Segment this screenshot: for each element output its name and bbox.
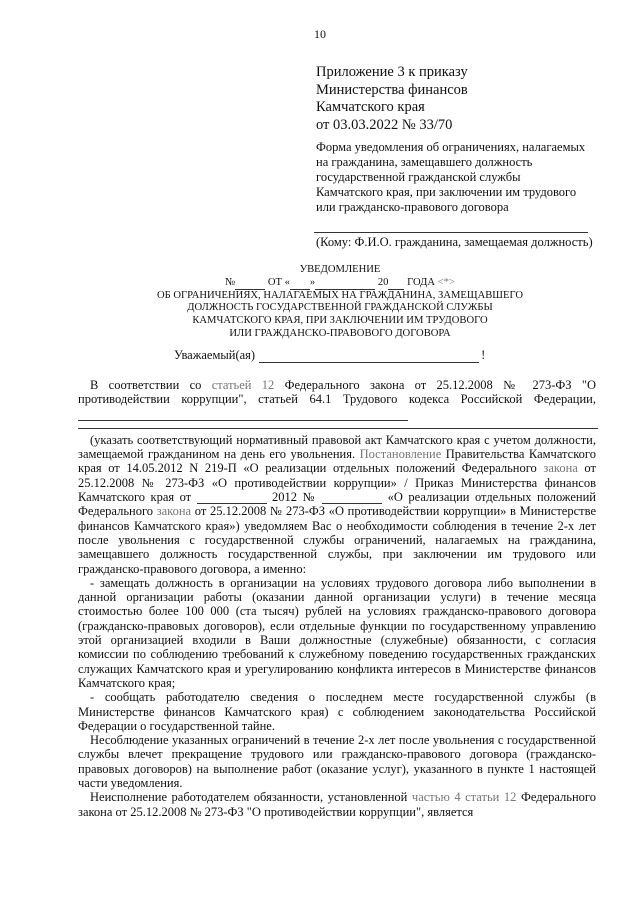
notice-body (78, 378, 596, 819)
appendix-line: Камчатского края (316, 99, 425, 115)
from-label: ОТ « (267, 276, 290, 288)
text-fragment: В соответствии со (90, 378, 212, 392)
recipient-caption: (Кому: Ф.И.О. гражданина, замещаемая должность) (316, 235, 593, 249)
notice-title: УВЕДОМЛЕНИЕ (299, 264, 381, 275)
text-fragment: «О реализации отдельных положений Федерального (78, 490, 597, 519)
month-blank (315, 279, 375, 290)
appendix-line: от 03.03.2022 № 33/70 (316, 116, 453, 133)
number-sign: № (225, 276, 236, 288)
fill-blank (78, 409, 408, 421)
page-number: 10 (314, 27, 326, 41)
law-link: закона (156, 504, 192, 519)
appendix-line: Министерства финансов (316, 81, 468, 98)
text-fragment: от 25.12.2008 № 273-ФЗ «О противодействии коррупции» в Министерстве финансов Камчатского края») уведомляем Вас о необходимости соблюдения в течение 2-х лет после увольнения с государственной службы ограничений, налагаемых на гражданина, замещавшего должность государственной службы, при заключении им трудового или гражданско-правового договора, а именно: (78, 504, 596, 576)
paragraph-consequence: Несоблюдение указанных ограничений в течение 2-х лет после увольнения с государственной службы влечет прекращение трудового или гражданско-правового договора (гражданско-правовых договоров) на выполнение работ (оказание услуг), указанного в пункте 1 настоящей части уведомления. (78, 733, 596, 791)
paragraph-intro (78, 378, 596, 421)
greeting-end: ! (481, 348, 486, 362)
year-prefix: 20 (377, 276, 389, 288)
separator-line (78, 428, 598, 430)
notice-subject-line: ОБ ОГРАНИЧЕНИЯХ, НАЛАГАЕМЫХ НА ГРАЖДАНИНА, ЗАМЕЩАВШЕГО (157, 289, 523, 301)
date-blank (197, 492, 267, 504)
paragraph-legal-act (78, 433, 596, 576)
law-link: закона (543, 461, 578, 476)
appendix-header (316, 64, 468, 134)
from-close: » (309, 276, 316, 288)
footnote-mark: <*> (437, 276, 455, 288)
notice-subject-line: ДОЛЖНОСТЬ ГОСУДАРСТВЕННОЙ ГРАЖДАНСКОЙ СЛУЖБЫ (187, 302, 493, 314)
law-link: Постановление (359, 447, 442, 462)
greeting (174, 348, 485, 363)
appendix-line: Приложение 3 к приказу (316, 64, 468, 80)
law-link: статьей 12 (211, 378, 275, 392)
year-suffix: ГОДА (407, 276, 435, 288)
text-fragment: (указать соответствующий нормативный правовой акт Камчатского края с учетом должности, замещаемой гражданином на день его увольнения. (78, 432, 596, 462)
text-fragment: Федерального закона от 25.12.2008 № 273-ФЗ "О противодействии коррупции", является (78, 790, 596, 819)
number-blank (235, 279, 265, 290)
addressee-blank (259, 351, 479, 363)
notice-number-line (80, 277, 600, 290)
text-fragment: Правительства Камчатского края от 14.05.2012 N 219-П «О реализации отдельных положений Федерального (78, 447, 596, 476)
day-blank (290, 279, 310, 290)
number-blank (322, 492, 382, 504)
text-fragment: Неисполнение работодателем обязанности, установленной (90, 790, 412, 805)
greeting-label: Уважаемый(ая) (174, 348, 256, 362)
paragraph-employer-duty (78, 790, 596, 819)
notice-subject-line: ИЛИ ГРАЖДАНСКО-ПРАВОВОГО ДОГОВОРА (229, 327, 451, 339)
paragraph-restriction-2: - сообщать работодателю сведения о последнем месте государственной службы (в Министерстве финансов Камчатского края) с соблюдением законодательства Российской Федерации о государственной тайне. (78, 690, 596, 733)
paragraph-restriction-1: - замещать должность в организации на условиях трудового договора либо выполнении в данной организации работы (оказании данной организации услуги) в течение месяца стоимостью более 100 000 (ста тысяч) рублей на условиях гражданско-правового договора (гражданско-правовых договоров), если отдельные функции по государственному управлению этой организацией входили в Ваши должностные (служебные) обязанности, с согласия комиссии по соблюдению требований к служебному поведению государственных гражданских служащих Камчатского края и урегулированию конфликта интересов в Министерстве финансов Камчатского края; (78, 575, 596, 690)
text-fragment: 2012 № (272, 490, 317, 505)
recipient-line (314, 224, 588, 233)
year-blank (388, 279, 404, 290)
notice-subject-line: КАМЧАТСКОГО КРАЯ, ПРИ ЗАКЛЮЧЕНИИ ИМ ТРУДОВОГО (192, 315, 488, 327)
form-title: Форма уведомления об ограничениях, налагаемых на гражданина, замещавшего должность государственной гражданской службы Камчатского края, при заключении им трудового или гражданско-правового договора (316, 140, 586, 214)
text-fragment: от 25.12.2008 № 273-ФЗ «О противодействии коррупции» / Приказ Министерства финансов Камчатского края от (78, 461, 596, 505)
law-link: частью 4 статьи 12 (411, 790, 517, 805)
notice-heading (80, 264, 600, 341)
text-fragment: Федерального закона от 25.12.2008 № 273-ФЗ "О противодействии коррупции", статьей 64.1 Трудового кодекса Российской Федерации, (78, 378, 597, 407)
